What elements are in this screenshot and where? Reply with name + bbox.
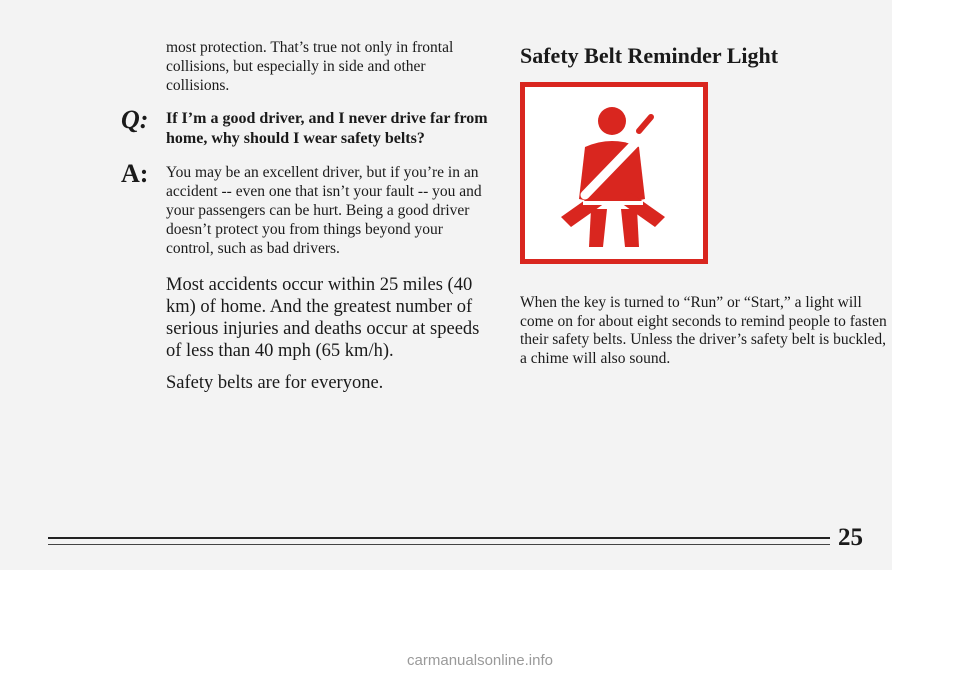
answer-text: You may be an excellent driver, but if you’re in an accident -- even one that isn’t your fault -- you and your passengers can be hurt. Being a good driver doesn’t protect you from things beyond your control, such as bad drivers.	[166, 164, 482, 257]
watermark[interactable]: carmanualsonline.info	[407, 652, 553, 669]
question-block	[121, 105, 491, 149]
intro-text: most protection. That’s true not only in frontal collisions, but especially in side and other collisions.	[166, 39, 454, 94]
question-mark-label: Q:	[121, 105, 149, 134]
section-heading: Safety Belt Reminder Light	[520, 43, 779, 68]
question-text: If I’m a good driver, and I never drive far from home, why should I wear safety belts?	[166, 110, 488, 147]
seatbelt-person-icon	[525, 87, 703, 259]
answer-mark-label: A:	[121, 159, 149, 188]
accident-statistics-text: Most accidents occur within 25 miles (40 km) of home. And the greatest number of serious injuries and deaths occur at speeds of less than 40 mph (65 km/h).	[166, 275, 480, 361]
footer-rule-thin	[48, 544, 830, 545]
seatbelt-reminder-icon	[520, 82, 708, 264]
answer-block	[121, 159, 491, 258]
page-number: 25	[838, 524, 863, 551]
safety-belts-everyone-text: Safety belts are for everyone.	[166, 373, 384, 393]
footer-rule-thick	[48, 537, 830, 539]
right-column	[520, 42, 890, 384]
left-column	[121, 38, 491, 394]
reminder-description: When the key is turned to “Run” or “Start,” a light will come on for about eight seconds to remind people to fasten their safety belts. Unless the driver’s safety belt is buckled, a chime will also sound.	[520, 294, 887, 367]
